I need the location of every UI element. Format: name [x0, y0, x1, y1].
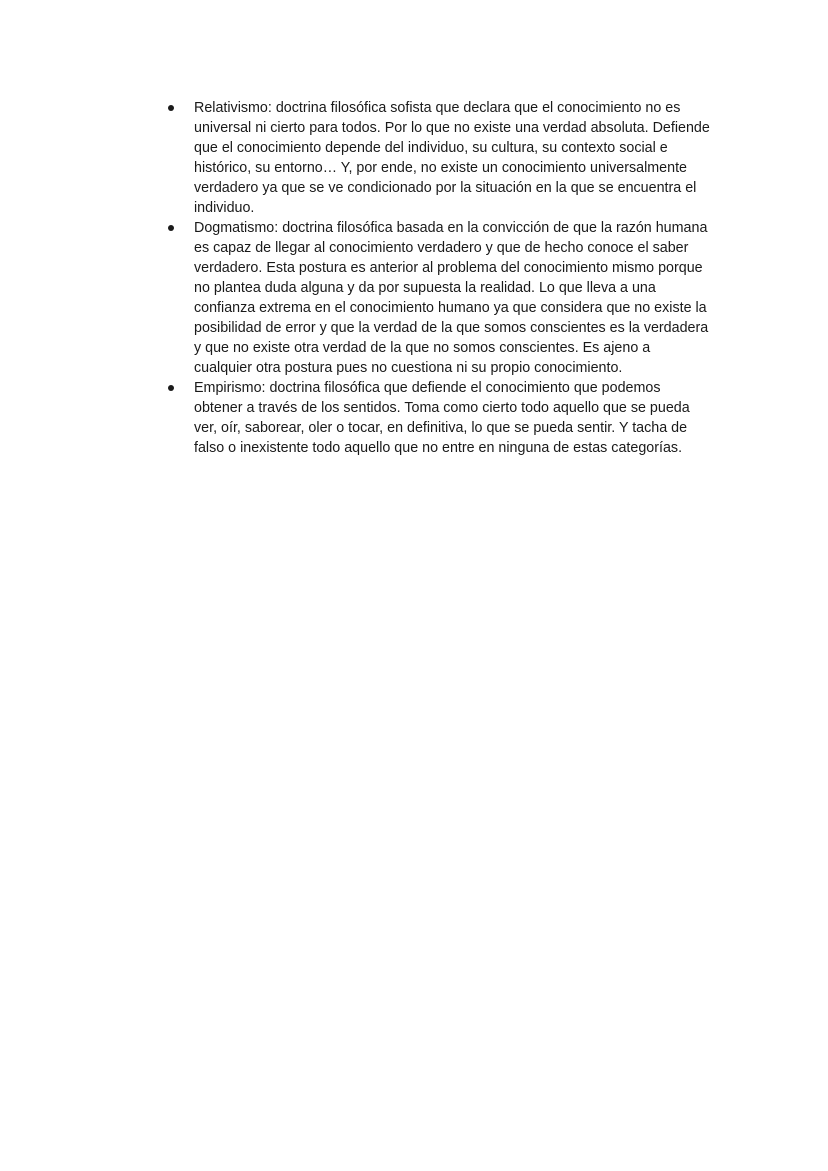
bullet-icon — [168, 385, 174, 391]
bullet-icon — [168, 225, 174, 231]
list-item-text: Relativismo: doctrina filosófica sofista que declara que el conocimiento no es universal ni cierto para todos. Por lo que no existe una verdad absoluta. Defiende que el conocimiento depende del individuo, su cultura, su contexto social e histórico, su entorno… Y, por ende, no existe un conocimiento universalmente verdadero ya que se ve condicionado por la situación en la que se encuentra el individuo. — [194, 100, 710, 216]
list-item-dogmatismo — [166, 218, 712, 378]
list-item-text: Dogmatismo: doctrina filosófica basada en la convicción de que la razón humana es capaz de llegar al conocimiento verdadero y que de hecho conoce el saber verdadero. Esta postura es anterior al problema del conocimiento mismo porque no plantea duda alguna y da por supuesta la realidad. Lo que lleva a una confianza extrema en el conocimiento humano ya que considera que no existe la posibilidad de error y que la verdad de la que somos conscientes es la verdadera y que no existe otra verdad de la que no somos conscientes. Es ajeno a cualquier otra postura pues no cuestiona ni su propio conocimiento. — [194, 220, 709, 376]
list-item-text: Empirismo: doctrina filosófica que defiende el conocimiento que podemos obtener a través de los sentidos. Toma como cierto todo aquello que se pueda ver, oír, saborear, oler o tocar, en definitiva, lo que se pueda sentir. Y tacha de falso o inexistente todo aquello que no entre en ninguna de estas categorías. — [194, 380, 690, 456]
list-item-relativismo — [166, 98, 712, 218]
bullet-list — [166, 98, 712, 458]
bullet-icon — [168, 105, 174, 111]
list-item-empirismo — [166, 378, 712, 458]
